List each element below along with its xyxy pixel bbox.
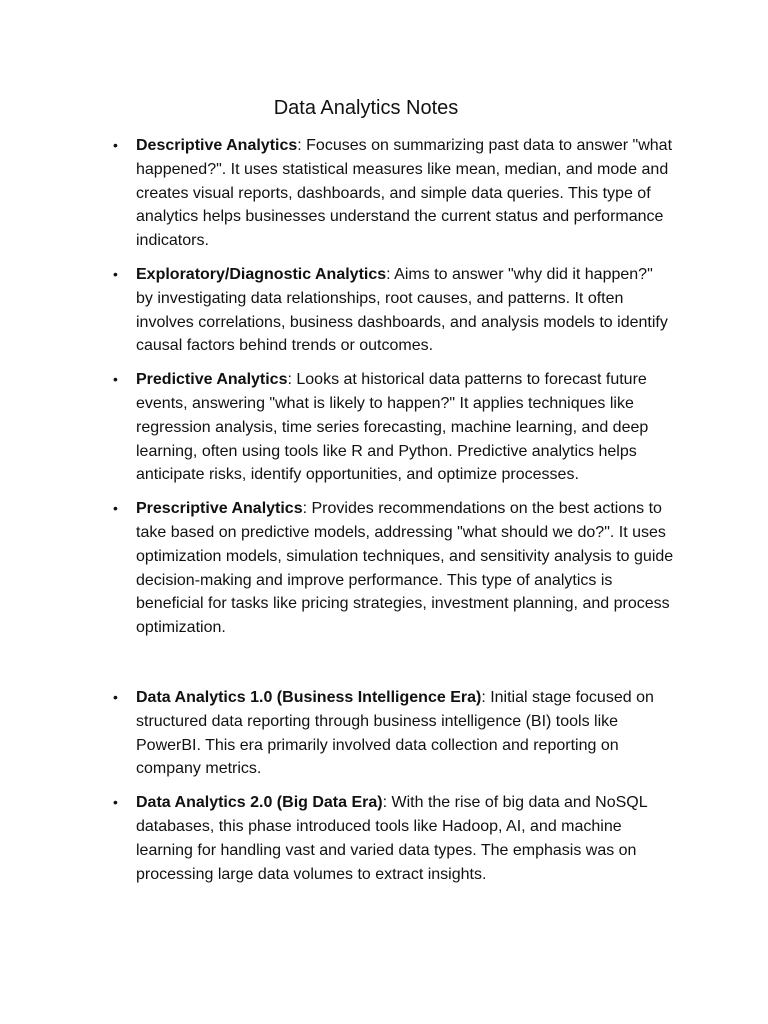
note-term: Prescriptive Analytics [136, 500, 303, 518]
list-item [0, 368, 674, 487]
note-text: : Aims to answer "why did it happen?" by investigating data relationships, root causes, and patterns. It often involves correlations, business dashboards, and analysis models to identify causal factors behind trends or outcomes. [136, 265, 668, 355]
note-text: : Provides recommendations on the best actions to take based on predictive models, addressing "what should we do?". It uses optimization models, simulation techniques, and sensitivity analysis to guide decision-making and improve performance. This type of analytics is beneficial for tasks like pricing strategies, investment planning, and process optimization. [136, 500, 674, 637]
note-term: Descriptive Analytics [136, 137, 298, 154]
note-term: Predictive Analytics [136, 371, 288, 389]
list-item [0, 134, 674, 253]
note-term: Exploratory/Diagnostic Analytics [136, 265, 387, 283]
bullet-icon: • [113, 794, 118, 811]
note-term: Data Analytics 1.0 (Business Intelligence Era) [136, 689, 482, 706]
note-text: : Looks at historical data patterns to forecast future events, answering "what is likely to happen?" It applies techniques like regression analysis, time series forecasting, machine learning, and deep learning, often using tools like R and Python. Predictive analytics helps anticipate risks, identify opportunities, and optimize processes. [136, 371, 649, 484]
bullet-icon: • [113, 371, 118, 388]
list-item [0, 497, 674, 640]
note-text: : With the rise of big data and NoSQL databases, this phase introduced tools like Hadoop, AI, and machine learning for handling vast and varied data types. The emphasis was on processing large data volumes to extract insights. [136, 794, 648, 883]
bullet-icon: • [113, 265, 118, 282]
document-title: Data Analytics Notes [273, 97, 459, 119]
list-item [0, 686, 674, 781]
analytics-eras-list [0, 686, 768, 896]
note-text: : Focuses on summarizing past data to answer "what happened?". It uses statistical measures like mean, median, and mode and creates visual reports, dashboards, and simple data queries. This type of analytics helps businesses understand the current status and performance indicators. [136, 137, 673, 250]
analytics-types-list [0, 134, 768, 650]
note-term: Data Analytics 2.0 (Big Data Era) [136, 794, 383, 812]
note-text: : Initial stage focused on structured data reporting through business intelligence (BI) tools like PowerBI. This era primarily involved data collection and reporting on company metrics. [136, 689, 654, 778]
bullet-icon: • [113, 137, 118, 153]
list-item [0, 263, 674, 358]
list-item [0, 791, 674, 886]
bullet-icon: • [113, 500, 118, 517]
bullet-icon: • [113, 689, 118, 705]
